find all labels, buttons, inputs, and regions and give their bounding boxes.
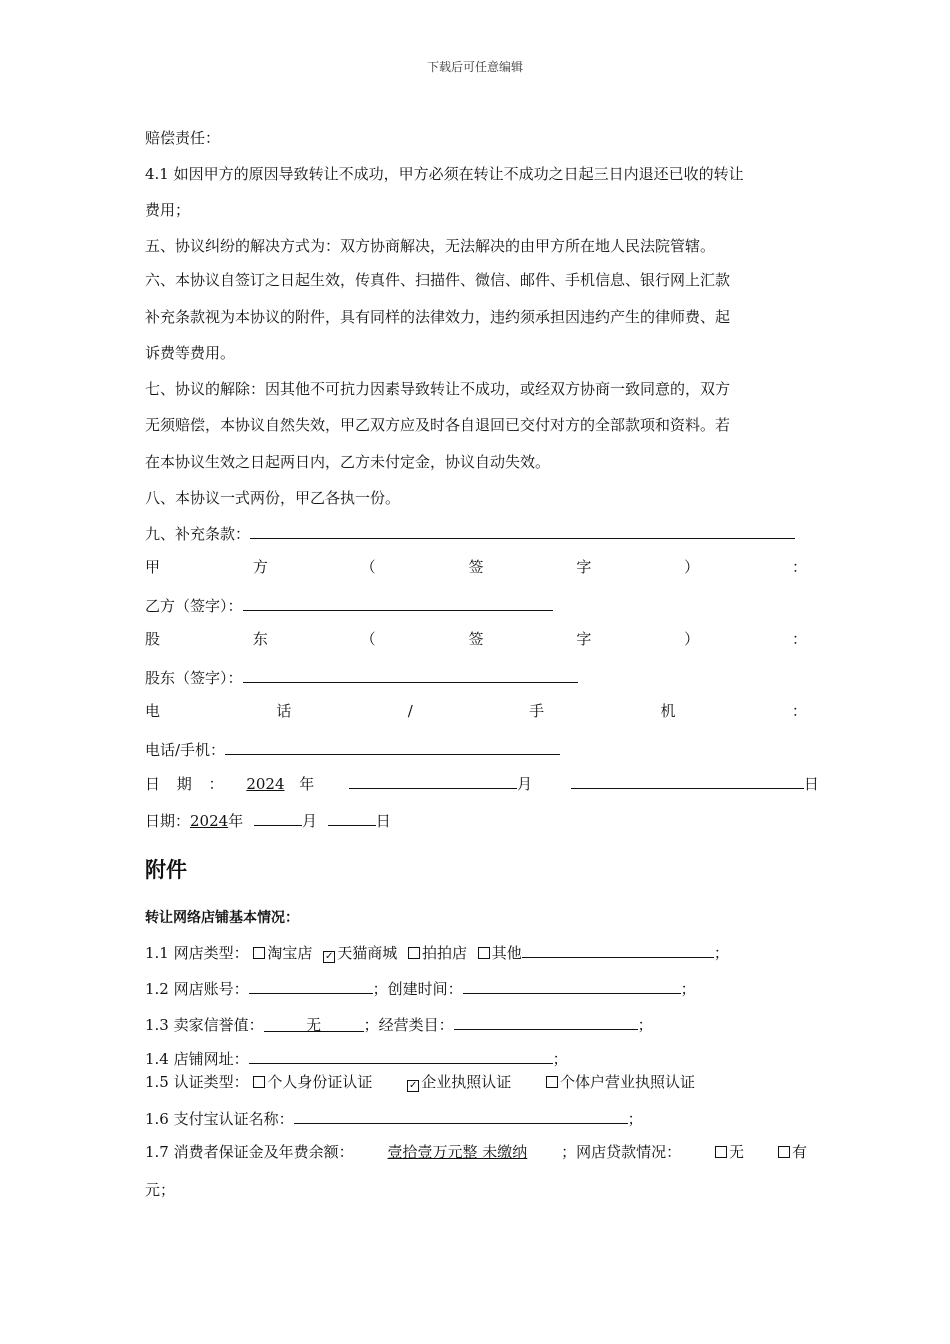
created-time-field[interactable]	[463, 977, 681, 994]
deposit-balance-value: 壹拾壹万元整 未缴纳	[387, 1143, 528, 1161]
date-day-unit: 日	[803, 775, 819, 793]
date-day-field[interactable]	[328, 809, 376, 826]
party-b-label: 乙方（签字）：	[145, 597, 243, 615]
text-char: ：	[791, 702, 807, 720]
paragraph: 无须赔偿，本协议自然失效，甲乙双方应及时各自退回已交付对方的全部款项和资料。若	[145, 416, 731, 434]
checkbox-personal-id[interactable]	[253, 1076, 265, 1088]
checkbox-enterprise-license[interactable]: ✓	[409, 1080, 418, 1091]
text-char: 手	[529, 702, 545, 720]
shop-account-field[interactable]	[249, 977, 373, 994]
date-day-unit: 日	[375, 812, 391, 830]
checkbox-loan-yes[interactable]	[778, 1146, 790, 1158]
option-label: 拍拍店	[422, 944, 468, 962]
section-1-3	[145, 1013, 807, 1035]
paragraph: 4.1 如因甲方的原因导致转让不成功，甲方必须在转让不成功之日起三日内退还已收的转让	[145, 165, 744, 183]
text-char: ）	[684, 630, 700, 648]
date-year-unit: 年	[299, 775, 315, 793]
text-char: 签	[468, 630, 484, 648]
text-char: （	[360, 558, 376, 576]
option-label: 其他	[491, 944, 522, 962]
section-1-7-cont: 元；	[145, 1181, 176, 1199]
text-char: （	[360, 630, 376, 648]
date-month-field[interactable]	[254, 809, 302, 826]
section-label: 1.4 店铺网址：	[145, 1050, 249, 1068]
party-b-signature-row	[145, 594, 807, 616]
supplementary-terms-label: 九、补充条款：	[145, 525, 251, 543]
paragraph: 八、本协议一式两份，甲乙各执一份。	[145, 489, 401, 507]
page-header: 下载后可任意编辑	[426, 60, 523, 74]
phone-field[interactable]	[225, 738, 560, 755]
punctuation: ；	[637, 1016, 653, 1034]
appendix-title: 附件	[145, 858, 187, 882]
paragraph: 七、协议的解除：因其他不可抗力因素导致转让不成功，或经双方协商一致同意的，双方	[145, 380, 731, 398]
section-1-4	[145, 1047, 807, 1069]
date-year: 2024	[190, 812, 229, 830]
paragraph: 在本协议生效之日起两日内，乙方未付定金，协议自动失效。	[145, 453, 551, 471]
paragraph: 补充条款视为本协议的附件，具有同样的法律效力，违约须承担因违约产生的律师费、起	[145, 308, 731, 326]
paragraph: 五、协议纠纷的解决方式为：双方协商解决，无法解决的由甲方所在地人民法院管辖。	[145, 237, 716, 255]
section-label: 1.7 消费者保证金及年费余额：	[145, 1143, 354, 1161]
text-char: 甲	[145, 558, 161, 576]
shareholder-signature-field[interactable]	[243, 666, 578, 683]
section-label: 1.6 支付宝认证名称：	[145, 1110, 294, 1128]
option-label: 有	[791, 1143, 807, 1161]
checkbox-tmall[interactable]: ✓	[325, 951, 334, 962]
date-year-unit: 年	[228, 812, 244, 830]
checkbox-paipai[interactable]	[408, 947, 420, 959]
text-char: ）	[684, 558, 700, 576]
checkbox-taobao[interactable]	[253, 947, 265, 959]
text-char: 方	[252, 558, 268, 576]
party-b-signature-field[interactable]	[243, 594, 553, 611]
paragraph: 六、本协议自签订之日起生效，传真件、扫描件、微信、邮件、手机信息、银行网上汇款	[145, 271, 731, 289]
business-category-label: ；经营类目：	[363, 1016, 454, 1034]
section-label: 1.2 网店账号：	[145, 980, 249, 998]
punctuation: ；	[680, 980, 696, 998]
option-label: 无	[729, 1143, 745, 1161]
alipay-name-field[interactable]	[294, 1107, 628, 1124]
supplementary-terms-row	[145, 522, 807, 544]
business-category-field[interactable]	[454, 1013, 638, 1030]
text-char: 东	[252, 630, 268, 648]
section-1-2	[145, 977, 807, 999]
checkbox-individual-license[interactable]	[546, 1076, 558, 1088]
text-char: 电	[145, 702, 161, 720]
section-label: 1.5 认证类型：	[145, 1073, 249, 1091]
date-label: 日 期 ：	[145, 775, 230, 793]
text-char: ：	[791, 630, 807, 648]
basic-info-title: 转让网络店铺基本情况：	[145, 910, 299, 926]
paragraph: 费用；	[145, 201, 191, 219]
seller-credit-field[interactable]: 无	[264, 1015, 364, 1032]
shareholder-signature-row	[145, 629, 807, 649]
shareholder2-label: 股东（签字）：	[145, 669, 243, 687]
option-label: 个体户营业执照认证	[560, 1073, 696, 1091]
option-label: 天猫商城	[337, 944, 398, 962]
date-label: 日期：	[145, 812, 191, 830]
text-char: 机	[660, 702, 676, 720]
checkbox-loan-none[interactable]	[715, 1146, 727, 1158]
section-1-1	[145, 941, 807, 963]
date-month-unit: 月	[517, 775, 533, 793]
other-type-field[interactable]	[522, 941, 714, 958]
section-label: 1.3 卖家信誉值：	[145, 1016, 264, 1034]
option-label: 企业执照认证	[421, 1073, 512, 1091]
text-char: 股	[145, 630, 161, 648]
section-1-6	[145, 1107, 807, 1129]
created-time-label: ；创建时间：	[372, 980, 463, 998]
shop-url-field[interactable]	[249, 1047, 553, 1064]
checkbox-other[interactable]	[478, 947, 490, 959]
punctuation: ；	[713, 944, 729, 962]
option-label: 个人身份证认证	[267, 1073, 373, 1091]
text-char: 字	[576, 558, 592, 576]
date-month-unit: 月	[302, 812, 318, 830]
shareholder2-signature-row	[145, 666, 807, 688]
punctuation: ；	[627, 1110, 643, 1128]
date-row-2	[145, 809, 807, 831]
paragraph: 赔偿责任：	[145, 129, 221, 147]
text-char: 话	[276, 702, 292, 720]
party-a-signature-row	[145, 557, 807, 577]
phone2-row	[145, 738, 807, 760]
date-day-field[interactable]	[571, 772, 804, 789]
punctuation: ；	[552, 1050, 568, 1068]
text-char: ：	[791, 558, 807, 576]
phone-row	[145, 701, 807, 721]
option-label: 淘宝店	[267, 944, 313, 962]
supplementary-terms-field[interactable]	[250, 522, 795, 539]
paragraph: 诉费等费用。	[145, 344, 236, 362]
date-month-field[interactable]	[349, 772, 517, 789]
text-char: 签	[468, 558, 484, 576]
text-char: /	[407, 702, 413, 720]
date-row-1	[145, 772, 819, 794]
phone2-label: 电话/手机：	[145, 741, 226, 759]
section-1-7	[145, 1142, 807, 1162]
text-char: 字	[576, 630, 592, 648]
section-label: 1.1 网店类型：	[145, 944, 249, 962]
section-1-5	[145, 1072, 807, 1092]
date-year: 2024	[246, 775, 285, 793]
shop-loan-label: ；网店贷款情况：	[561, 1143, 682, 1161]
